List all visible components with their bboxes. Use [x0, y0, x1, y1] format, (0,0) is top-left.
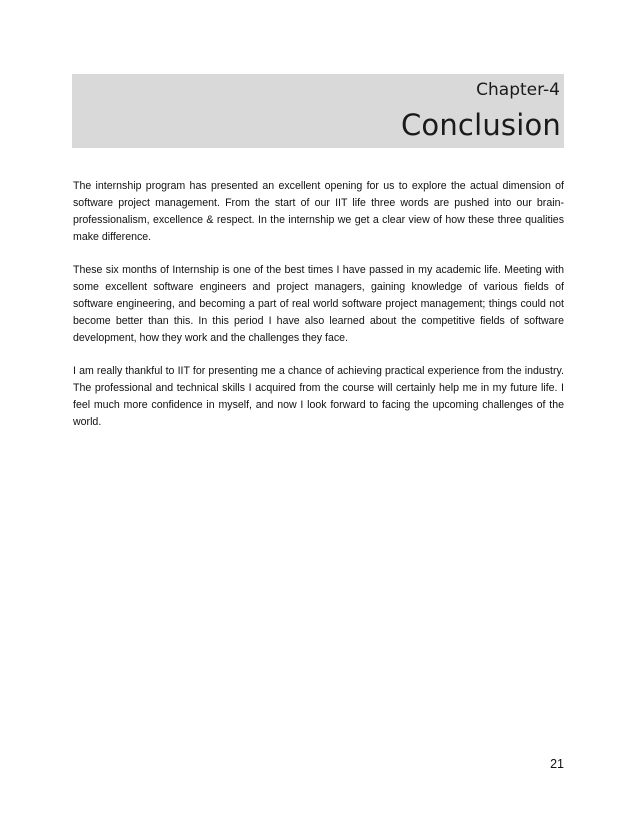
paragraph-experience: These six months of Internship is one of the best times I have passed in my academic life. Meeting with some excellent software engineers and project managers, gaining knowledge of various fields of software engineering, and becoming a part of real world software project management; things could not become better than this. In this period I have also learned about the competitive fields of software development, how they work and the challenges they face.	[73, 264, 564, 344]
chapter-label: Chapter-4	[476, 80, 560, 100]
chapter-header-band	[72, 74, 564, 148]
paragraph-intro: The internship program has presented an excellent opening for us to explore the actual dimension of software project management. From the start of our IIT life three words are pushed into our brain- professionalism, excellence & respect. In the internship we get a clear view of how these three qualities make difference.	[73, 180, 564, 243]
body-text	[73, 178, 564, 447]
chapter-title: Conclusion	[400, 108, 561, 142]
page-number: 21	[550, 757, 564, 771]
paragraph-gratitude: I am really thankful to IIT for presenting me a chance of achieving practical experience from the industry. The professional and technical skills I acquired from the course will certainly help me in my future life. I feel much more confidence in myself, and now I look forward to facing the upcoming challenges of the world.	[73, 365, 564, 428]
